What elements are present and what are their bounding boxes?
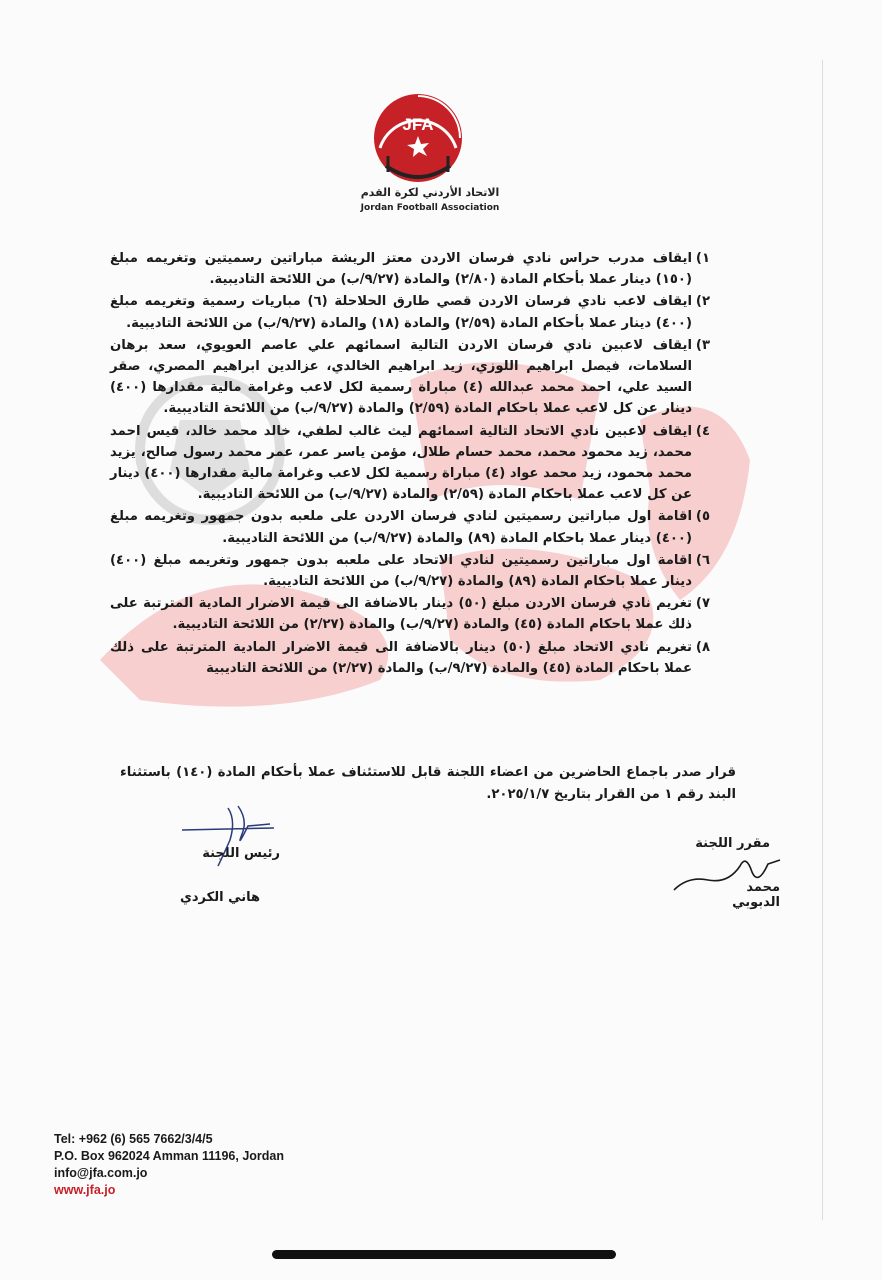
item-number: ٢) — [695, 294, 710, 310]
rapporteur-name: محمد الدبوبي — [732, 880, 780, 910]
item-number: ٧) — [695, 596, 710, 612]
home-indicator-bar[interactable] — [272, 1250, 616, 1259]
footer-po-box: P.O. Box 962024 Amman 11196, Jordan — [54, 1149, 284, 1163]
rapporteur-signature — [668, 846, 788, 896]
item-number: ١) — [695, 251, 710, 266]
list-item — [110, 550, 710, 592]
list-item — [110, 421, 710, 506]
list-item — [110, 637, 710, 679]
organization-name-ar: الاتحاد الأردني لكرة القدم — [360, 186, 500, 199]
footer-email[interactable]: info@jfa.com.jo — [54, 1166, 148, 1180]
footer-tel: Tel: +962 (6) 565 7662/3/4/5 — [54, 1132, 213, 1146]
item-text: تغريم نادي فرسان الاردن مبلغ (٥٠) دينار بالاضافة الى قيمة الاضرار المادية المترتبة على ذلك عملا باحكام المادة (٤٥) والمادة (٩/٢٧/ب) والمادة (٢/٢٧) من اللائحة التاديبية. — [110, 596, 692, 633]
footer-website[interactable]: www.jfa.jo — [54, 1183, 116, 1197]
item-text: تغريم نادي الاتحاد مبلغ (٥٠) دينار بالاضافة الى قيمة الاضرار المادية المترتبة على ذلك عملا باحكام المادة (٤٥) والمادة (٩/٢٧/ب) والمادة (٢/٢٧) من اللائحة التاديبية — [110, 639, 692, 676]
organization-name-en: Jordan Football Association — [360, 203, 500, 213]
contact-footer — [54, 1131, 284, 1199]
svg-text:JFA: JFA — [402, 115, 434, 134]
chair-name: هاني الكردي — [179, 890, 260, 905]
item-number: ٣) — [695, 337, 710, 353]
list-item — [110, 506, 710, 548]
item-number: ٦) — [695, 552, 710, 568]
item-number: ٤) — [695, 423, 710, 439]
list-item — [110, 335, 710, 420]
item-text: ايقاف مدرب حراس نادي فرسان الاردن معتز الريشة مباراتين رسميتين وتغريمه مبلغ (١٥٠) دينار عملا بأحكام المادة (٢/٨٠) والمادة (٩/٢٧/ب) من اللائحة التاديبية. — [110, 251, 692, 288]
item-text: ايقاف لاعب نادي فرسان الاردن قصي طارق الحلاحلة (٦) مباريات رسمية وتغريمه مبلغ (٤٠٠) دينار عملا بأحكام المادة (٢/٥٩) والمادة (١٨) والمادة (٩/٢٧/ب) من اللائحة التاديبية. — [110, 294, 692, 331]
rapporteur-title: مقرر اللجنة — [695, 836, 770, 851]
jfa-logo — [372, 92, 464, 184]
decision-items-list — [110, 248, 710, 680]
item-text: ايقاف لاعبين نادي الاتحاد التالية اسمائهم ليث غالب لطفي، خالد محمد خالد، قيس احمد محمد، زيد محمود محمد، محمد حسام طلال، مؤمن ياسر عمر، عمر محمد رسول صالح، يزيد محمد محمود، زيد محمد عواد (٤) مباراة رسمية لكل لاعب وغرامة مالية مقدارها (٤٠٠) دينار عن كل لاعب عملا باحكام المادة (٢/٥٩) والمادة (٩/٢٧/ب) من اللائحة التاديبية. — [110, 423, 692, 503]
item-text: اقامة اول مباراتين رسميتين لنادي فرسان الاردن على ملعبه بدون جمهور وتغريمه مبلغ (٤٠٠) دينار عملا باحكام المادة (٨٩) والمادة (٩/٢٧/ب) من اللائحة التاديبية. — [110, 509, 692, 546]
chair-title: رئيس اللجنة — [202, 846, 280, 861]
list-item — [110, 248, 710, 290]
item-number: ٥) — [695, 509, 710, 525]
list-item — [110, 593, 710, 635]
chair-signature — [178, 800, 278, 870]
item-text: اقامة اول مباراتين رسميتين لنادي الاتحاد على ملعبه بدون جمهور وتغريمه مبلغ (٤٠٠) دينار عملا باحكام المادة (٨٩) والمادة (٩/٢٧/ب) من اللائحة التاديبية. — [110, 552, 692, 590]
item-text: ايقاف لاعبين نادي فرسان الاردن التالية اسمائهم علي عاصم العويوي، سعد برهان السلامات، فيصل ابراهيم اللوزي، زيد ابراهيم الخالدي، عزالدين ابراهيم المصري، صقر السيد علي، احمد محمد عبدالله (٤) مباراة رسمية لكل لاعب وغرامة مالية مقدارها (٤٠٠) دينار عن كل لاعب عملا باحكام المادة (٢/٥٩) والمادة (٩/٢٧/ب) من اللائحة التاديبية. — [110, 337, 693, 417]
item-number: ٨) — [695, 639, 710, 655]
paper-edge — [822, 60, 823, 1220]
decision-statement: قرار صدر باجماع الحاضرين من اعضاء اللجنة قابل للاستئناف عملا بأحكام المادة (١٤٠) باستثناء البند رقم ١ من القرار بتاريخ ٢٠٢٥/١/٧. — [120, 765, 736, 802]
list-item — [110, 291, 710, 333]
